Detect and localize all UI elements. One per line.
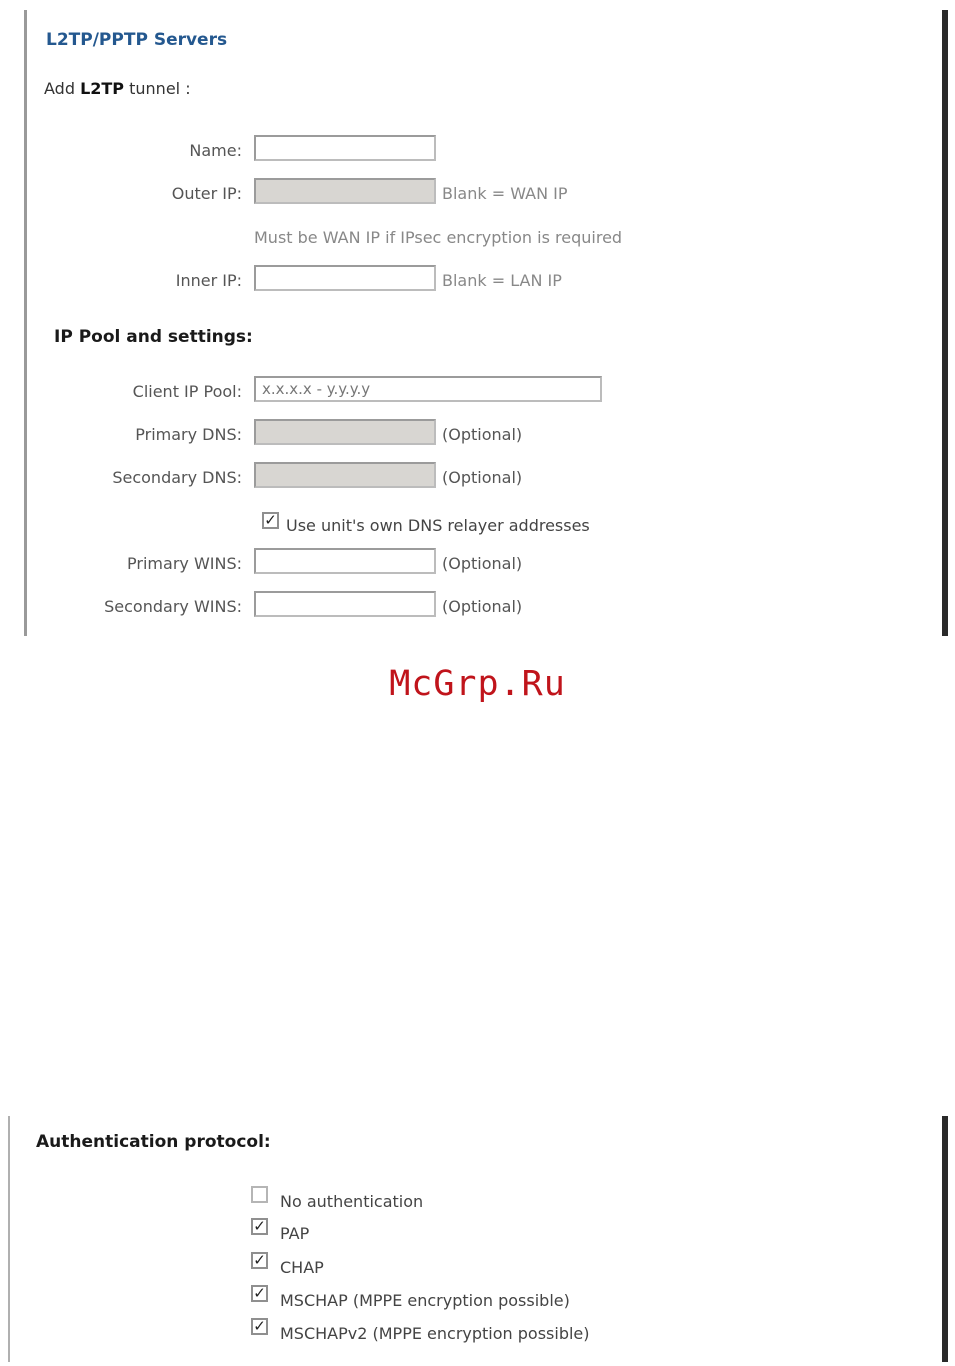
authentication-panel [8,1116,948,1362]
subtitle-prefix: Add [44,79,81,98]
panel-right-border [942,1116,948,1362]
primary-wins-input[interactable] [254,548,436,574]
check-mark-icon: ✓ [253,1317,266,1335]
pap-label: PAP [280,1224,310,1243]
client-ip-pool-input[interactable] [254,376,602,402]
subtitle-protocol: L2TP [80,79,125,98]
primary-wins-optional: (Optional) [442,554,523,573]
watermark-text: McGrp.Ru [389,664,566,704]
primary-dns-input[interactable] [254,419,436,445]
outer-ip-note: Must be WAN IP if IPsec encryption is required [254,228,623,247]
ip-pool-heading: IP Pool and settings: [54,327,253,347]
mschapv2-label: MSCHAPv2 (MPPE encryption possible) [280,1324,590,1343]
check-mark-icon: ✓ [253,1251,266,1269]
auth-protocol-heading: Authentication protocol: [36,1132,271,1152]
use-own-dns-label: Use unit's own DNS relayer addresses [286,516,590,535]
primary-dns-optional: (Optional) [442,425,523,444]
secondary-dns-input[interactable] [254,462,436,488]
name-input[interactable] [254,135,436,161]
subtitle-suffix: tunnel : [124,79,191,98]
client-ip-pool-label: Client IP Pool: [132,382,242,401]
secondary-wins-input[interactable] [254,591,436,617]
check-mark-icon: ✓ [264,511,277,529]
no-auth-label: No authentication [280,1192,424,1211]
check-mark-icon: ✓ [253,1284,266,1302]
outer-ip-label: Outer IP: [171,184,242,203]
check-mark-icon: ✓ [253,1217,266,1235]
panel-left-border [24,10,27,636]
secondary-dns-label: Secondary DNS: [112,468,242,487]
no-auth-checkbox[interactable] [251,1186,268,1203]
add-tunnel-subtitle [44,79,191,98]
outer-ip-hint: Blank = WAN IP [442,184,568,203]
secondary-wins-optional: (Optional) [442,597,523,616]
inner-ip-label: Inner IP: [175,271,242,290]
l2tp-settings-panel [24,10,948,636]
inner-ip-hint: Blank = LAN IP [442,271,562,290]
panel-right-border [942,10,948,636]
use-own-dns-checkbox[interactable] [262,512,279,529]
pap-checkbox[interactable] [251,1218,268,1235]
outer-ip-input[interactable] [254,178,436,204]
mschap-checkbox[interactable] [251,1285,268,1302]
secondary-wins-label: Secondary WINS: [104,597,242,616]
page-title: L2TP/PPTP Servers [46,30,228,50]
mschap-label: MSCHAP (MPPE encryption possible) [280,1291,570,1310]
secondary-dns-optional: (Optional) [442,468,523,487]
primary-wins-label: Primary WINS: [127,554,242,573]
primary-dns-label: Primary DNS: [135,425,242,444]
chap-label: CHAP [280,1258,324,1277]
inner-ip-input[interactable] [254,265,436,291]
chap-checkbox[interactable] [251,1252,268,1269]
mschapv2-checkbox[interactable] [251,1318,268,1335]
name-label: Name: [189,141,242,160]
panel-left-border [8,1116,10,1362]
